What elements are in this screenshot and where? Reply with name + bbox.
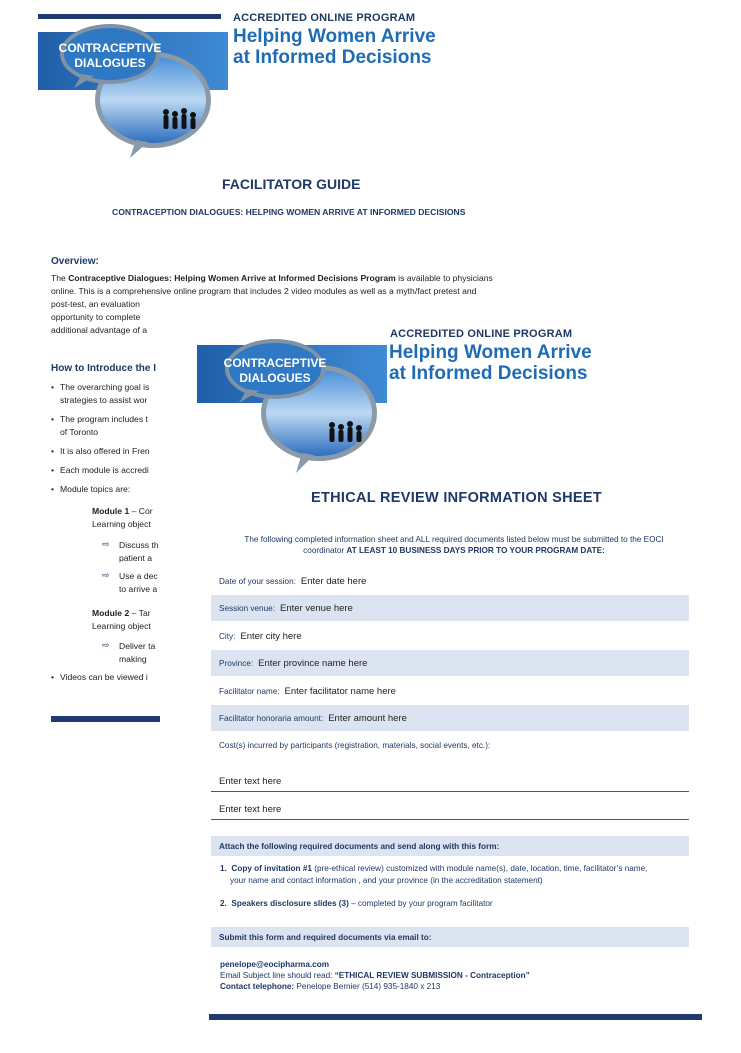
overview-text: online. This is a comprehensive online program that includes 2 video modules as well as a myth/fact pretest and [51,286,477,296]
deadline-text: AT LEAST 10 BUSINESS DAYS PRIOR TO YOUR PROGRAM DATE: [346,546,605,555]
module-2-label: Module 2 [92,608,130,618]
header-accredited: ACCREDITED ONLINE PROGRAM [233,12,416,24]
module-1-objectives: Learning object [92,519,151,529]
session-date-input[interactable]: Enter date here [300,575,367,587]
module-2-text: – Tar [129,608,151,618]
header-accredited: ACCREDITED ONLINE PROGRAM [390,328,573,340]
header-title-line1: Helping Women Arrive [389,342,592,363]
email-link[interactable]: penelope@eocipharma.com [220,960,329,969]
module-1-block [92,505,162,531]
page-title: ETHICAL REVIEW INFORMATION SHEET [311,490,603,506]
city-input[interactable]: Enter city here [240,630,302,642]
overview-heading: Overview: [51,256,99,267]
field-province [211,650,689,676]
field-label: Facilitator name: [219,686,280,696]
how-to-heading: How to Introduce the I [51,363,156,374]
required-document-1: 1. Copy of invitation #1 (pre-ethical review) customized with module name(s), date, location, time, facilitator’s name, your name and contact information , and your province (in the accreditation statement) [220,863,690,887]
field-session-venue [211,595,689,621]
field-facilitator-name [211,678,689,704]
list-item: • Videos can be viewed i [60,671,160,684]
list-item: • The program includes t of Toronto [60,413,170,439]
header-title-line2: at Informed Decisions [233,47,432,68]
overview-text: additional advantage of a [51,325,148,335]
header-title [233,26,436,68]
contraceptive-dialogues-logo [197,327,387,477]
module-2-objectives: Learning object [92,621,151,631]
document-description: (pre-ethical review) customized with module name(s), date, location, time, facilitator’s name, [311,864,648,873]
attach-heading: Attach the following required documents and send along with this form: [211,836,689,856]
submit-heading: Submit this form and required documents via email to: [211,927,689,947]
document-name: Speakers disclosure slides (3) [231,899,349,908]
arrow-icon: ⇨ [102,539,110,549]
intro-text [214,534,694,556]
module-1-text: – Cor [129,506,153,516]
module-1-objective-1: Discuss th patient a [119,540,159,563]
document-name: Copy of invitation #1 [231,864,312,873]
subject-text: “ETHICAL REVIEW SUBMISSION - Contraception” [334,971,530,980]
province-input[interactable]: Enter province name here [258,657,368,669]
facilitator-guide-subtitle: CONTRACEPTION DIALOGUES: HELPING WOMEN ARRIVE AT INFORMED DECISIONS [112,207,466,217]
field-label: Facilitator honoraria amount: [219,713,324,723]
program-name: Contraceptive Dialogues: Helping Women Arrive at Informed Decisions Program [68,273,396,283]
contact-block [220,959,530,992]
arrow-icon: ⇨ [102,570,110,580]
list-item: • It is also offered in Fren [60,445,170,458]
logo-line2: DIALOGUES [74,56,146,70]
field-session-date [211,568,689,594]
phone-text: Penelope Bernier (514) 935-1840 x 213 [294,982,441,991]
list-item: • The overarching goal is strategies to assist wor [60,381,170,407]
required-document-2: 2. Speakers disclosure slides (3) – completed by your program facilitator [220,899,493,908]
contraceptive-dialogues-logo [38,12,228,162]
logo-line1: CONTRACEPTIVE [58,41,162,55]
logo-line2: DIALOGUES [239,371,311,385]
module-2-objective-1: Deliver ta making [119,641,156,664]
overview-text: post-test, an evaluation [51,299,140,309]
overview-text: opportunity to complete [51,312,141,322]
field-city [211,623,689,649]
module-1-objective-2: Use a dec to arrive a [119,571,158,594]
list-item: • Each module is accredi [60,464,170,477]
intro-line: coordinator [303,546,347,555]
front-page-footer-bar [209,1014,702,1020]
costs-text-input-2[interactable]: Enter text here [211,804,689,820]
honoraria-input[interactable]: Enter amount here [328,712,407,724]
how-to-list [60,381,170,496]
header-title [389,342,592,384]
phone-label: Contact telephone: [220,982,295,991]
costs-text-input-1[interactable]: Enter text here [211,776,689,792]
session-venue-input[interactable]: Enter venue here [280,602,353,614]
list-item: • Module topics are: [60,483,170,496]
module-2-block [92,607,162,633]
facilitator-name-input[interactable]: Enter facilitator name here [284,685,396,697]
logo-line1: CONTRACEPTIVE [223,356,327,370]
document-description: your name and contact information , and your province (in the accreditation statement) [230,876,543,885]
subject-label: Email Subject line should read: [220,971,335,980]
intro-line: The following completed information sheet and ALL required documents listed below must be submitted to the EOCI [244,535,664,544]
header-title-line1: Helping Women Arrive [233,26,436,47]
field-label: City: [219,631,236,641]
arrow-icon: ⇨ [102,640,110,650]
field-label: Date of your session: [219,576,296,586]
header-title-line2: at Informed Decisions [389,363,588,384]
overview-text: The [51,273,69,283]
module-1-label: Module 1 [92,506,130,516]
facilitator-guide-title: FACILITATOR GUIDE [222,176,361,192]
document-description: – completed by your program facilitator [348,899,493,908]
costs-label: Cost(s) incurred by participants (registration, materials, social events, etc.): [219,741,491,750]
field-honoraria [211,705,689,731]
field-label: Session venue: [219,603,275,613]
field-label: Province: [219,658,254,668]
back-page-footer-bar [51,716,160,722]
overview-text: is available to physicians [395,273,493,283]
